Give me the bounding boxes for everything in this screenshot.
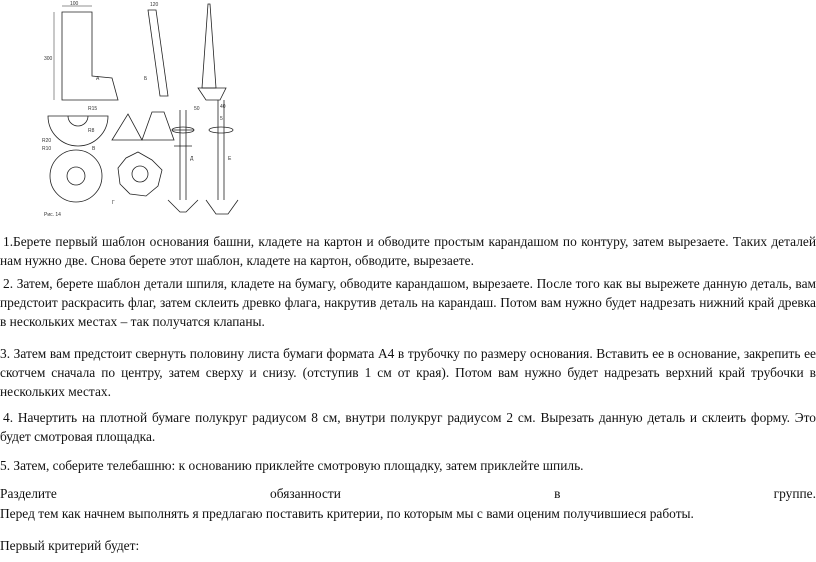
instruction-step-4: 4. Начертить на плотной бумаге полукруг радиусом 8 см, внутри полукруг радиусом 2 см. Вырезать данную деталь и склеить форму. Это будет смотровая площадка. xyxy=(0,410,816,444)
dim-label: 300 xyxy=(44,56,53,62)
distribute-line xyxy=(0,486,816,502)
first-criterion: Первый критерий будет: xyxy=(0,538,140,553)
instruction-step-2: 2. Затем, берете шаблон детали шпиля, кладете на бумагу, обводите карандашом, вырезаете. После того как вы вырежете данную деталь, вам предстоит раскрасить флаг, затем склеить древко флага, накрутив деталь на карандаш. Потом вам нужно будет надрезать нижний край древка в нескольких местах – так получатся клапаны. xyxy=(0,276,816,329)
distribute-word: Разделите xyxy=(0,486,57,501)
part-letter: Б xyxy=(144,76,148,82)
distribute-word: группе. xyxy=(773,486,816,501)
dim-label: 100 xyxy=(70,1,79,7)
instruction-step-5: 5. Затем, соберите телебашню: к основанию приклейте смотровую площадку, затем приклейте шпиль. xyxy=(0,458,584,473)
spire-template-shape xyxy=(148,10,168,96)
instruction-step-1: 1.Берете первый шаблон основания башни, кладете на картон и обводите простым карандашом по контуру, затем вырезаете. Таких деталей нам нужно две. Снова берете этот шаблон, кладете на картон, обводите, вырезаете. xyxy=(0,234,816,268)
dim-label: 40 xyxy=(220,104,226,110)
part-letter: В xyxy=(92,146,96,152)
tower-template-diagram xyxy=(40,0,280,222)
distribute-word: обязанности xyxy=(270,486,341,501)
part-letter: Г xyxy=(112,200,115,206)
dim-label: 120 xyxy=(150,2,159,8)
figure-caption: Рис. 14 xyxy=(44,212,61,218)
dim-label: R20 xyxy=(42,138,52,144)
base-template-shape xyxy=(62,12,118,100)
dim-label: 5 xyxy=(220,116,223,122)
distribute-word: в xyxy=(554,486,561,501)
instruction-step-3: 3. Затем вам предстоит свернуть половину листа бумаги формата А4 в трубочку по размеру основания. Вставить ее в основание, закрепить ее скотчем сначала по центру, затем сверху и снизу. (отступив 1 см от края). Потом вам нужно будет надрезать верхний край трубочки в нескольких местах. xyxy=(0,346,816,399)
dim-label: R10 xyxy=(42,146,52,152)
figure-labels xyxy=(42,1,232,218)
dim-label: 50 xyxy=(194,106,200,112)
part-letter: Д xyxy=(190,156,194,162)
part-letter: А xyxy=(96,76,100,82)
dim-label: R15 xyxy=(88,106,98,112)
base-ring-shape xyxy=(50,150,102,202)
criteria-intro: Перед тем как начнем выполнять я предлагаю поставить критерии, по которым мы с вами оценим получившиеся работы. xyxy=(0,506,694,521)
spire-assembled-shape xyxy=(202,4,216,88)
assembly-figure xyxy=(40,0,280,222)
octagon-part-shape xyxy=(118,152,162,196)
dim-label: R8 xyxy=(88,128,95,134)
part-letter: Е xyxy=(228,156,232,162)
platform-semicircle-shape xyxy=(48,116,108,146)
